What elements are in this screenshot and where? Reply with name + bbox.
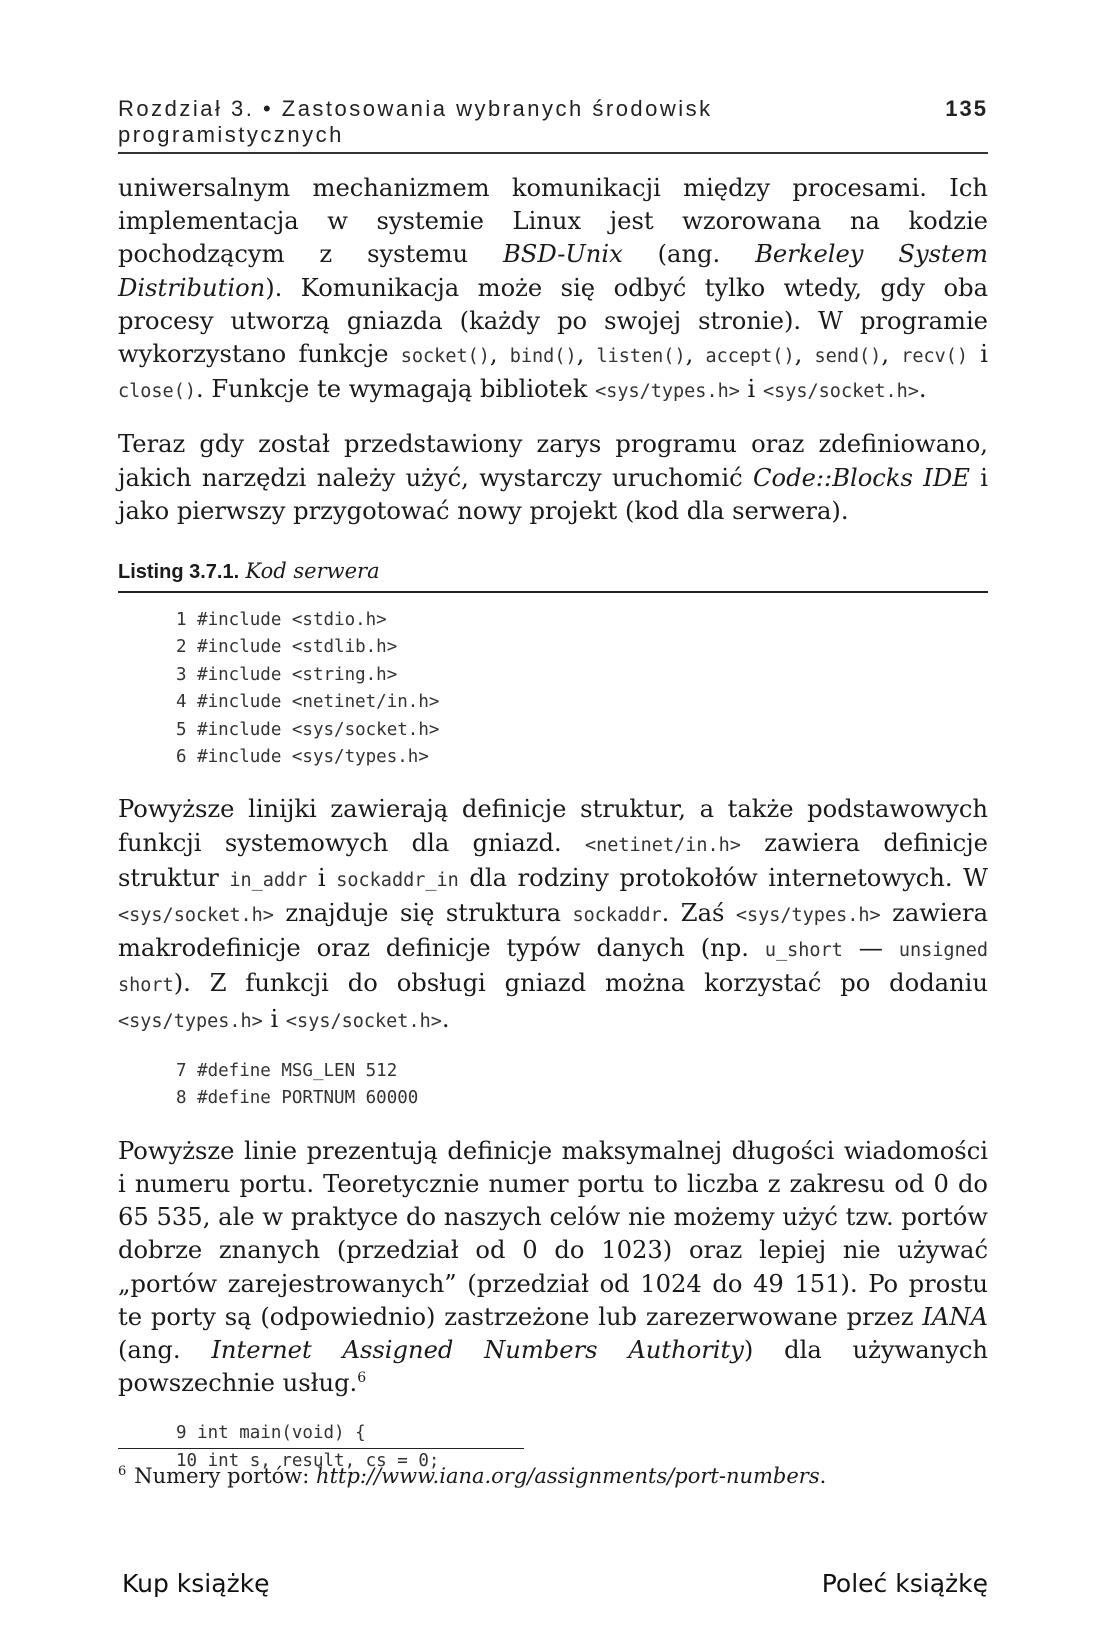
text: (ang. [118,1335,212,1364]
page-content [118,96,988,1497]
term-berkeley: Berkeley System Distribution [118,240,988,302]
text: (ang. [622,240,756,269]
listing-title: Kod serwera [245,559,380,584]
code-line: 9 int main(void) { [176,1423,366,1444]
text: ). Z funkcji do obsługi gniazd można korzystać po dodaniu [173,969,988,998]
text: i [968,340,988,369]
code-line: 3 #include <string.h> [176,664,398,685]
code-socket: socket() [400,346,490,368]
code-unsigned-short: unsigned short [118,940,988,997]
code-accept: accept() [705,346,795,368]
text: dla rodziny protokołów internetowych. W [458,863,988,892]
term-iana: IANA [922,1302,988,1331]
paragraph-sockets-intro [118,172,988,408]
code-line: 6 #include <sys/types.h> [176,747,429,768]
footnote-number: 6 [118,1464,127,1479]
paragraph-codeblocks [118,428,988,528]
term-bsd-unix: BSD-Unix [503,240,623,269]
code-send: send() [814,346,882,368]
text: ). Komunikacja może się odbyć tylko wtedy, gdy oba procesy utworzą gniazda (każdy po swojej stronie). W programie wykorzystano funkcje [118,273,988,369]
code-line: 4 #include <netinet/in.h> [176,692,440,713]
footnote-url[interactable]: http://www.iana.org/assignments/port-numbers [316,1464,820,1488]
code-line: 7 #define MSG_LEN 512 [176,1060,398,1081]
recommend-book-link[interactable]: Poleć książkę [821,1569,988,1598]
text: , [794,340,815,369]
text: , [576,340,597,369]
code-sys-types: <sys/types.h> [118,1010,263,1032]
footnote-text: Numery portów: [134,1464,317,1488]
text: i jako pierwszy przygotować nowy projekt (kod dla serwera). [118,463,988,525]
text: zawiera definicje struktur [118,828,988,892]
text: znajduje się struktura [273,899,573,928]
code-bind: bind() [509,346,577,368]
text: uniwersalnym mechanizmem komunikacji między procesami. Ich implementacja w systemie Linux jest wzorowana na kodzie pochodzącym z systemu [118,174,988,269]
text: . [918,375,927,404]
text: . Funkcje te wymagają bibliotek [195,375,596,404]
text: ) dla używanych powszechnie usług. [118,1335,988,1398]
buy-book-link[interactable]: Kup książkę [122,1569,270,1598]
code-line: 10 int s, result, cs = 0; [176,1450,440,1471]
code-line: 5 #include <sys/socket.h> [176,719,440,740]
bottom-links [122,1569,988,1598]
code-block-defines [176,1058,988,1113]
listing-caption [118,558,988,593]
code-u-short: u_short [764,940,843,962]
text: i [307,863,337,892]
code-sys-socket: <sys/socket.h> [118,905,274,927]
footnote-ref[interactable]: 6 [357,1370,367,1387]
listing-label: Listing 3.7.1. [118,561,240,584]
code-line: 2 #include <stdlib.h> [176,637,398,658]
text: i [739,375,763,404]
text: zawiera makrodefinicje oraz definicje typów danych (np. [118,899,988,963]
text: . Zaś [661,899,736,928]
code-sockaddr-in: sockaddr_in [336,869,459,891]
code-in-addr: in_addr [229,869,308,891]
text: . [441,1004,450,1033]
text: Powyższe linijki zawierają definicje struktur, a także podstawowych funkcji systemowych dla gniazd. [118,795,988,857]
code-close: close() [118,381,196,403]
paragraph-ports [118,1135,988,1401]
paragraph-headers [118,793,988,1037]
term-iana-full: Internet Assigned Numbers Authority [211,1335,744,1364]
code-sys-types: <sys/types.h> [735,905,881,927]
code-sockaddr: sockaddr [572,905,662,927]
text: Teraz gdy został przedstawiony zarys programu oraz zdefiniowano, jakich narzędzi należy użyć, wystarczy uruchomić [118,430,988,492]
footnote-divider [118,1448,524,1449]
code-sys-types: <sys/types.h> [595,381,740,403]
footnote-end: . [819,1464,827,1488]
text: , [489,340,510,369]
chapter-title: Rozdział 3. • Zastosowania wybranych środowisk programistycznych [118,96,713,147]
footnote [118,1462,988,1490]
code-sys-socket: <sys/socket.h> [285,1010,442,1032]
text: , [685,340,706,369]
text: , [881,340,902,369]
code-block-includes [176,607,988,771]
code-netinet: <netinet/in.h> [584,834,741,856]
code-listen: listen() [596,346,686,368]
code-line: 1 #include <stdio.h> [176,610,387,631]
code-recv: recv() [901,346,969,368]
text: Powyższe linie prezentują definicje maksymalnej długości wiadomości i numeru portu. Teoretycznie numer portu to liczba z zakresu od 0 do 65 535, ale w praktyce do naszych celów nie możemy użyć tzw. portów dobrze znanych (przedział od 0 do 1023) oraz lepiej nie używać „portów zarejestrowanych” (przedział od 1024 do 49 151). Po prostu te porty są (odpowiednio) zastrzeżone lub zarezerwowane przez [118,1136,988,1331]
code-line: 8 #define PORTNUM 60000 [176,1088,419,1109]
code-sys-socket: <sys/socket.h> [762,381,919,403]
text: i [262,1004,286,1033]
running-header [118,96,988,154]
term-codeblocks: Code::Blocks IDE [753,463,970,492]
text: — [842,934,899,963]
page-number: 135 [945,96,988,121]
